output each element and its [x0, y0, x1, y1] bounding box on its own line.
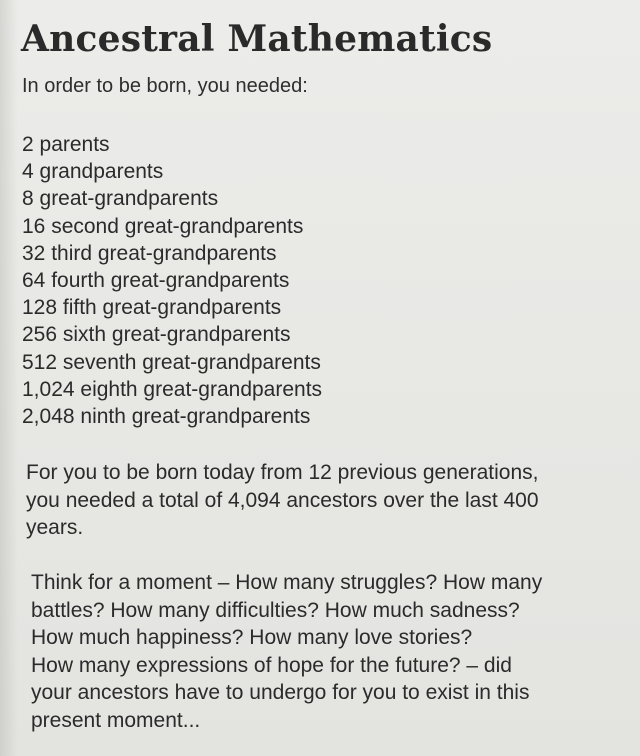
generation-list — [22, 131, 322, 430]
list-item: 256 sixth great-grandparents — [22, 323, 291, 347]
list-item: 2,048 ninth great-grandparents — [22, 405, 311, 429]
list-item: 512 seventh great-grandparents — [22, 350, 321, 374]
list-item: 32 third great-grandparents — [22, 241, 277, 265]
list-item: 2 parents — [22, 133, 110, 156]
list-item: 128 fifth great-grandparents — [22, 296, 282, 320]
total-ancestors-paragraph — [26, 459, 539, 542]
list-item: 8 great-grandparents — [22, 187, 219, 211]
list-item: 16 second great-grandparents — [22, 214, 304, 238]
list-item: 64 fourth great-grandparents — [22, 269, 290, 293]
paragraph-line: present moment... — [31, 708, 201, 732]
paragraph-line: your ancestors have to undergo for you to exist in this — [31, 681, 530, 704]
paragraph-line: battles? How many difficulties? How much sadness? — [31, 598, 520, 622]
paragraph-line: Think for a moment – How many struggles? How many — [31, 571, 543, 594]
paragraph-line: How many expressions of hope for the future? – did — [31, 653, 512, 677]
paragraph-line: you needed a total of 4,094 ancestors over the last 400 — [26, 488, 539, 512]
paper-shadow — [0, 0, 18, 756]
list-item: 4 grandparents — [22, 160, 164, 184]
paragraph-line: years. — [26, 516, 84, 539]
paragraph-line: For you to be born today from 12 previous generations, — [26, 461, 539, 484]
paragraph-line: How much happiness? How many love stories? — [31, 626, 473, 649]
reflection-paragraph — [31, 569, 542, 734]
intro-line: In order to be born, you needed: — [22, 75, 308, 97]
page-title: Ancestral Mathematics — [21, 18, 493, 60]
list-item: 1,024 eighth great-grandparents — [22, 377, 323, 401]
